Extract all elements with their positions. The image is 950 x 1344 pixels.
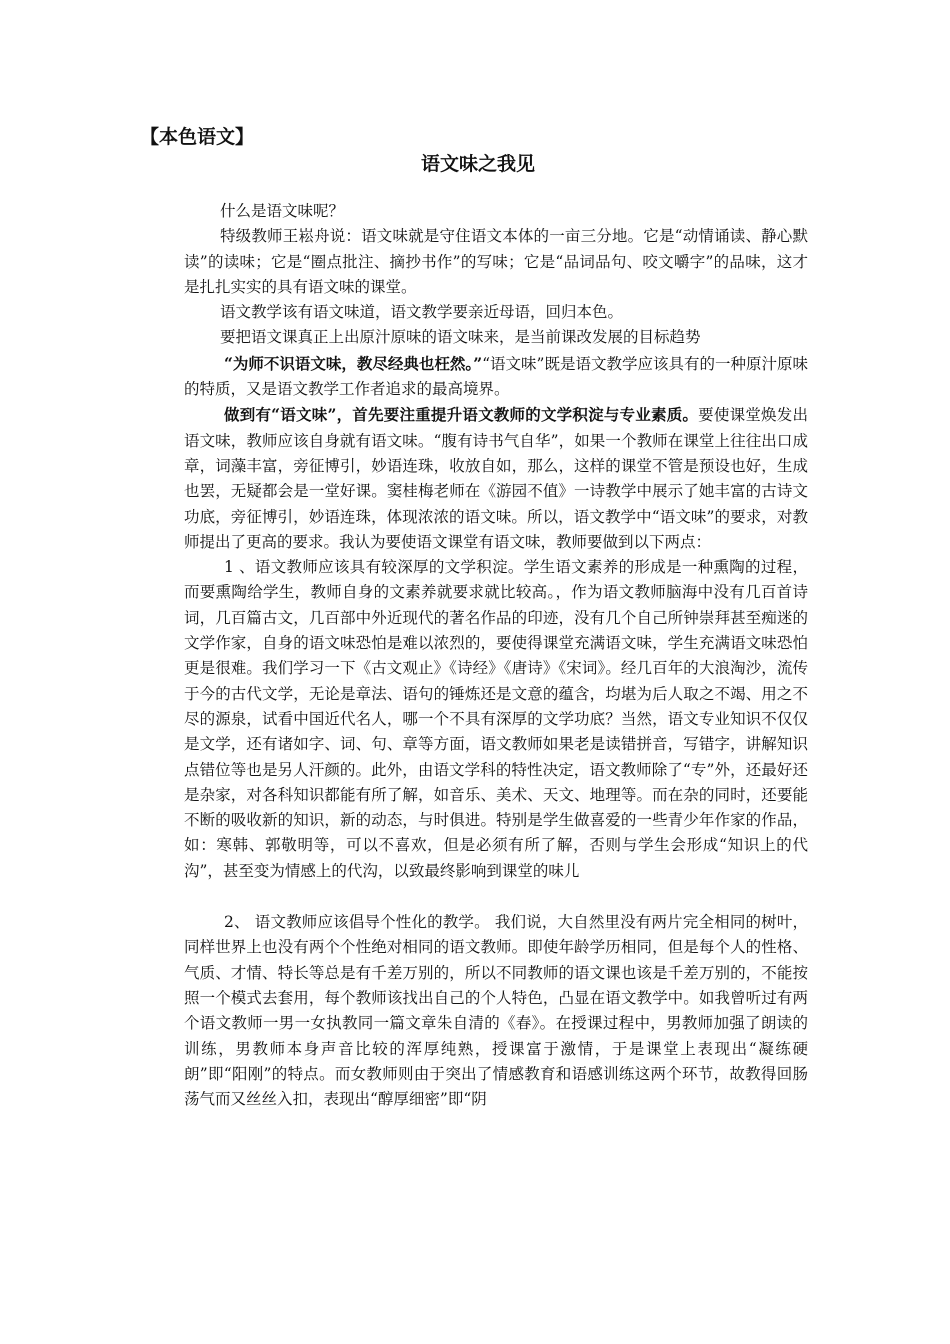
paragraph-point-1: 1 、语文教师应该具有较深厚的文学积淀。学生语文素养的形成是一种熏陶的过程，而要熏陶给学生，教师自身的文素养就要求就比较高。，作为语文教师脑海中没有几百首诗词，几百篇古文，几百部中外近现代的著名作品的印迹，没有几个自己所钟崇拜甚至痴迷的文学作家，自身的语文味恐怕是难以浓烈的，要使得课堂充满语文味，学生充满语文味恐怕更是很难。我们学习一下《古文观止》《诗经》《唐诗》《宋词》。经几百年的大浪淘沙，流传于今的古代文学，无论是章法、语句的锤炼还是文意的蕴含，均堪为后人取之不竭、用之不尽的源泉，试看中国近代名人，哪一个不具有深厚的文学功底？当然，语文专业知识不仅仅是文学，还有诸如字、词、句、章等方面，语文教师如果老是读错拼音，写错字，讲解知识点错位等也是另人汗颜的。此外，由语文学科的特性决定，语文教师除了“专”外，还最好还是杂家，对各科知识都能有所了解，如音乐、美术、天文、地理等。而在杂的同时，还要能不断的吸收新的知识，新的动态，与时俱进。特别是学生做喜爱的一些青少年作家的作品，如：寒韩、郭敬明等，可以不喜欢，但是必须有所了解，否则与学生会形成“知识上的代沟”，甚至变为情感上的代沟，以致最终影响到课堂的味儿 (184, 558, 808, 880)
paragraph-goal-trend: 要把语文课真正上出原汁原味的语文味来，是当前课改发展的目标趋势 (220, 328, 701, 347)
paragraph-point-2: 2、 语文教师应该倡导个性化的教学。 我们说，大自然里没有两片完全相同的树叶，同样世界上也没有两个个性绝对相同的语文教师。即使年龄学历相同，但是每个人的性格、气质、才情、特长等总是有千差万别的，所以不同教师的语文课也该是千差万别的，不能按照一个模式去套用，每个教师该找出自己的个人特色，凸显在语文教学中。如我曾听过有两个语文教师一男一女执教同一篇文章朱自清的《春》。在授课过程中，男教师加强了朗读的训练，男教师本身声音比较的浑厚纯熟，授课富于激情，于是课堂上表现出“凝练硬朗”即“阳刚”的特点。而女教师则由于突出了情感教育和语感训练这两个环节，故教得回肠荡气而又丝丝入扣，表现出“醇厚细密”即“阴 (184, 913, 808, 1109)
bold-saying: “为师不识语文味，教尽经典也枉然。” (224, 353, 483, 373)
paragraph-teacher-saying (184, 351, 808, 403)
key-point-explanation: 要使课堂焕发出语文味，教师应该自身就有语文味。“腹有诗书气自华”，如果一个教师在课堂上往往出口成章，词藻丰富，旁征博引，妙语连珠，收放自如，那么，这样的课堂不管是预设也好，生成也罢，无疑都会是一堂好课。窦桂梅老师在《游园不值》一诗教学中展示了她丰富的古诗文功底，旁征博引，妙语连珠，体现浓浓的语文味。所以，语文教学中“语文味”的要求，对教师提出了更高的要求。我认为要使语文课堂有语文味，教师要做到以下两点： (184, 406, 808, 551)
bold-key-point: 做到有“语文味”，首先要注重提升语文教师的文学积淀与专业素质。 (224, 405, 699, 425)
article-title: 语文味之我见 (420, 153, 535, 175)
section-heading: 【本色语文】 (140, 126, 255, 148)
saying-explanation: “语文味”既是语文教学应该具有的一种原汁原味的特质，又是语文教学工作者追求的最高境界。 (184, 354, 808, 399)
paragraph-question: 什么是语文味呢？ (220, 202, 345, 220)
paragraph-mother-tongue: 语文教学该有语文味道，语文教学要亲近母语，回归本色。 (220, 303, 624, 322)
paragraph-quote-wang: 特级教师王崧舟说：语文味就是守住语文本体的一亩三分地。它是“动情诵读、静心默读”的读味；它是“圈点批注、摘抄书作”的写味；它是“品词品句、咬文嚼字”的品味，这才是扎扎实实的具有语文味的课堂。 (184, 227, 808, 296)
article-body (184, 199, 808, 1112)
paragraph-literary-foundation (184, 402, 808, 555)
paragraph-gap (184, 884, 808, 910)
